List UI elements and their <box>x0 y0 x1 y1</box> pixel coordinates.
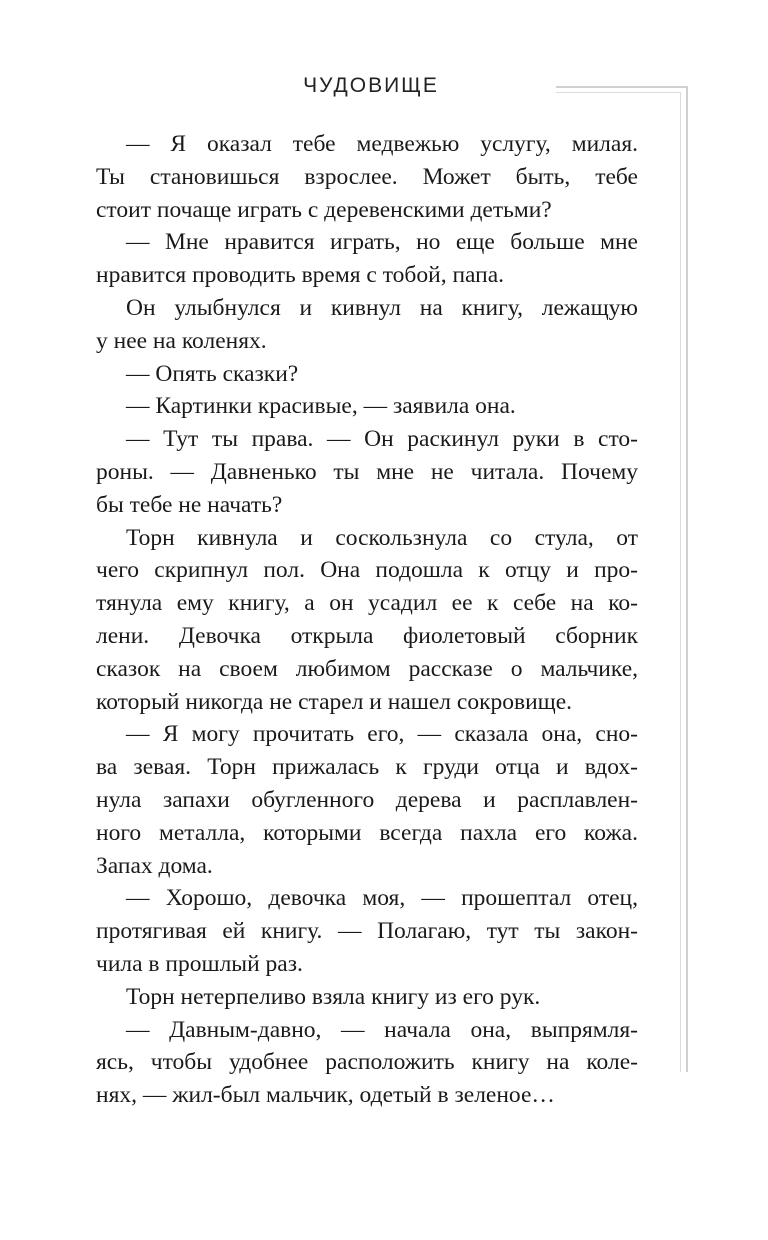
text-line: Торн нетерпеливо взяла книгу из его рук. <box>126 983 541 1010</box>
text-line: — Тут ты права. — Он раскинул руки в сто- <box>126 426 638 453</box>
text-line: ва зевая. Торн прижалась к груди отца и вдох- <box>96 754 638 781</box>
text-line: — Я оказал тебе медвежью услугу, милая. <box>126 131 638 157</box>
decorative-frame-rule-top <box>556 86 688 88</box>
decorative-frame-rule-top-inner <box>556 92 680 93</box>
text-line: Ты становишься взрослее. Может быть, тебе <box>96 163 638 190</box>
text-line: нравится проводить время с тобой, папа. <box>96 262 505 289</box>
text-line: — Хорошо, девочка моя, — прошептал отец, <box>126 885 638 912</box>
text-line: лени. Девочка открыла фиолетовый сборник <box>96 622 638 649</box>
text-line: нях, — жил-был мальчик, одетый в зеленое… <box>96 1082 555 1109</box>
text-line: — Я могу прочитать его, — сказала она, сно- <box>126 721 638 748</box>
text-line: у нее на коленях. <box>96 327 267 354</box>
decorative-frame-rule-side <box>686 86 688 1072</box>
text-line: Торн кивнула и соскользнула со стула, от <box>126 524 638 551</box>
body-text <box>96 128 638 1112</box>
text-line: тянула ему книгу, а он усадил ее к себе на ко- <box>96 590 638 617</box>
text-line: нула запахи обугленного дерева и расплавлен- <box>96 786 638 813</box>
text-line: сказок на своем любимом рассказе о мальчике, <box>96 655 638 682</box>
text-line: протягивая ей книгу. — Полагаю, тут ты закон- <box>96 918 638 945</box>
text-line: Он улыбнулся и кивнул на книгу, лежащую <box>126 294 638 321</box>
text-line: ясь, чтобы удобнее расположить книгу на коле- <box>96 1049 638 1076</box>
text-line: — Картинки красивые, — заявила она. <box>126 393 516 420</box>
text-line: чила в прошлый раз. <box>96 950 303 977</box>
running-head: ЧУДОВИЩЕ <box>303 74 439 97</box>
text-line: роны. — Давненько ты мне не читала. Почему <box>96 458 638 485</box>
text-line: — Давным-давно, — начала она, выпрямля- <box>126 1016 638 1043</box>
text-line: — Мне нравится играть, но еще больше мне <box>126 229 638 256</box>
text-line: который никогда не старел и нашел сокровище. <box>96 688 573 715</box>
text-line: — Опять сказки? <box>126 360 299 387</box>
decorative-frame-rule-side-inner <box>680 92 681 1072</box>
text-line: ного металла, которыми всегда пахла его кожа. <box>96 819 638 846</box>
text-line: чего скрипнул пол. Она подошла к отцу и про- <box>96 557 638 584</box>
text-line: Запах дома. <box>96 852 213 879</box>
text-line: стоит почаще играть с деревенскими детьми? <box>96 196 552 223</box>
text-line: бы тебе не начать? <box>96 491 283 518</box>
